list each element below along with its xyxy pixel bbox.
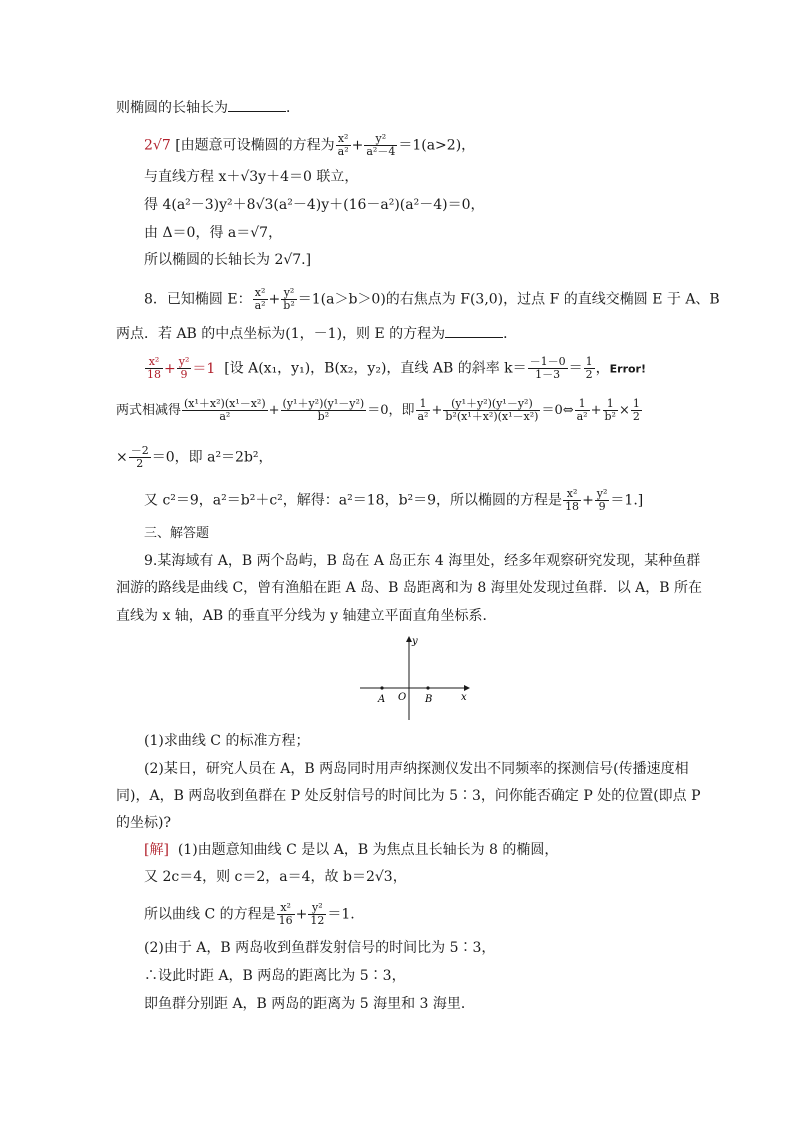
section-heading: 三、解答题: [144, 526, 210, 541]
answer-value: [144, 355, 216, 381]
denominator: 12: [310, 914, 325, 927]
denominator: 2: [632, 410, 640, 423]
sub-question-2-line-1: (2)某日，研究人员在 A，B 两岛同时用声纳探测仪发出不同频率的探测信号(传播速度相: [144, 761, 689, 777]
numerator: 1: [632, 397, 640, 410]
fraction: [177, 356, 192, 381]
solution-text: ＝1.]: [610, 492, 644, 509]
fraction: [595, 488, 610, 513]
denominator: 18: [565, 500, 580, 513]
numerator: y²: [308, 902, 326, 915]
answer-7-line-1: [144, 133, 475, 158]
denominator: a²－4: [366, 145, 396, 158]
solution-text: 所以曲线 C 的方程是: [144, 906, 276, 923]
fraction: [563, 488, 581, 513]
denominator: 16: [278, 914, 293, 927]
fraction: [603, 398, 618, 423]
numerator: x²: [145, 356, 163, 369]
fraction: [364, 133, 397, 158]
answer-8-line-1: [144, 356, 646, 381]
solution-text: (1)由题意知曲线 C 是以 A，B 为焦点且长轴长为 8 的椭圆，: [177, 842, 559, 858]
times: ×: [618, 403, 630, 418]
answer-7-line-4: 由 Δ＝0，得 a＝√7，: [144, 225, 283, 241]
answer-7-line-5: 所以椭圆的长轴长为 2√7.]: [144, 252, 312, 268]
numerator: －2: [130, 444, 149, 457]
denominator: 9: [180, 368, 188, 381]
question-text: ＝1(a＞b＞0)的右焦点为 F(3,0)，过点 F 的直线交椭圆 E 于 A、B: [297, 291, 720, 308]
fraction: [584, 356, 595, 381]
solution-text: 又 c²＝9，a²＝b²＋c²，解得：a²＝18，b²＝9，所以椭圆的方程是: [144, 492, 563, 509]
x-axis-label: x: [461, 692, 467, 703]
numerator: y²: [281, 287, 296, 300]
solution-line-2: 又 2c＝4，则 c＝2，a＝4，故 b＝2√3，: [144, 869, 407, 885]
solution-text: ＝0，即 a²＝2b²，: [151, 449, 273, 466]
point-a-label: A: [378, 694, 386, 705]
answer-blank: [228, 97, 286, 112]
answer-blank: [445, 323, 503, 338]
denominator: a²: [219, 410, 231, 423]
numerator: y²: [178, 355, 190, 368]
numerator: 1: [416, 398, 431, 411]
answer-8-line-2: 两式相减得 $\frac{\text{(x¹＋x²)(x¹－x²)}}{\text{a²}}$ + $\frac{\text{(y¹＋y²)(y¹－y²)}}{\text{b²}}$ ＝0，即 $\frac{1}{\text{a²}}$ + $\frac{\text{(y¹＋y²)(y¹－y²)}}{\text{b²(x¹＋x²)(x¹－x²)}}$ ＝0⇔ $\frac{1}{\text{a²}}$ + $\frac{1}{\text{b²}}$ × $\frac{1}{2}$: [116, 397, 640, 423]
solution-text: 两式相减得: [116, 403, 182, 418]
point-a: [380, 686, 383, 689]
question-9-line-1: 9.某海域有 A，B 两个岛屿，B 岛在 A 岛正东 4 海里处，经多年观察研究发现，某种鱼群: [144, 553, 701, 569]
fraction: [528, 356, 568, 381]
fraction: [253, 287, 268, 312]
question-8-line-1: [144, 287, 720, 312]
fraction: [336, 133, 351, 158]
solution-text: ＝1.: [327, 906, 355, 923]
plus: +: [164, 360, 176, 377]
numerator: 1: [575, 398, 590, 411]
denominator: 9: [598, 500, 606, 513]
answer-7-line-2: 与直线方程 x＋√3y＋4＝0 联立，: [144, 169, 359, 185]
solution-text: [由题意可设椭圆的方程为: [175, 137, 335, 154]
fraction: [277, 902, 295, 927]
equals: ＝: [568, 360, 583, 377]
denominator: a²: [337, 145, 349, 158]
fraction: [281, 287, 296, 312]
denominator: 1－3: [535, 368, 561, 381]
fraction: [575, 398, 590, 423]
solution-text: ＝0⇔: [541, 403, 574, 418]
error-marker: Error!: [609, 362, 647, 376]
numerator: x²: [277, 902, 295, 915]
solution-line-3: [144, 902, 355, 927]
sub-question-2-line-2: 同)，A，B 两岛收到鱼群在 P 处反射信号的时间比为 5∶3，问你能否确定 P 处的位置(即点 P: [116, 788, 701, 804]
denominator: 2: [585, 368, 593, 381]
solution-line-5: ∴设此时距 A，B 两岛的距离比为 5∶3，: [144, 968, 406, 984]
fraction: [129, 445, 151, 470]
solution-line-6: 即鱼群分别距 A，B 两岛的距离为 5 海里和 3 海里．: [144, 996, 475, 1012]
numerator: x²: [253, 287, 268, 300]
solution-text: ＝1(a>2)，: [398, 137, 476, 154]
solution-text: [设 A(x₁，y₁)，B(x₂，y₂)，直线 AB 的斜率 k＝: [224, 360, 527, 377]
numerator: x²: [336, 133, 351, 146]
question-text: 两点．若 AB 的中点坐标为(1，－1)，则 E 的方程为: [116, 326, 446, 342]
denominator: b²: [317, 410, 330, 423]
numerator: (y¹＋y²)(y¹－y²): [443, 398, 540, 411]
answer-8-line-3: [116, 445, 273, 470]
numerator: x²: [563, 488, 581, 501]
question-7-tail: [116, 97, 300, 118]
period: ．: [503, 326, 518, 342]
denominator: 18: [147, 368, 161, 381]
question-text: 则椭圆的长轴长为: [116, 100, 228, 116]
numerator: y²: [364, 133, 397, 146]
numerator: (x¹＋x²)(x¹－x²): [184, 397, 266, 410]
numerator: (y¹＋y²)(y¹－y²): [282, 397, 365, 410]
solution-line-1: [144, 840, 558, 860]
numerator: －1－0: [529, 355, 566, 368]
fraction: [308, 902, 326, 927]
denominator: a²: [576, 410, 588, 423]
plus: +: [268, 291, 281, 308]
question-text: 8．已知椭圆 E：: [144, 291, 252, 308]
fraction: [182, 398, 268, 423]
answer-value: 2√7: [144, 137, 171, 154]
question-9-line-3: 直线为 x 轴，AB 的垂直平分线为 y 轴建立平面直角坐标系．: [116, 608, 497, 624]
solution-text: ＝0，即: [367, 403, 415, 418]
numerator: 1: [585, 355, 593, 368]
denominator: b²: [283, 299, 295, 312]
origin-label: O: [398, 692, 407, 703]
period: ．: [286, 100, 300, 116]
x-axis-arrow: [464, 685, 470, 691]
question-9-line-2: 洄游的路线是曲线 C，曾有渔船在距 A 岛、B 岛距离和为 8 海里处发现过鱼群．以 A，B 所在: [116, 580, 703, 596]
plus: +: [351, 137, 364, 154]
solution-tag: [解]: [144, 842, 169, 858]
denominator: 2: [136, 457, 144, 470]
fraction: [443, 398, 540, 423]
fraction: [631, 398, 642, 423]
numerator: 1: [603, 398, 618, 411]
solution-line-4: (2)由于 A，B 两岛收到鱼群发射信号的时间比为 5∶3，: [144, 940, 496, 956]
equals: ＝1: [192, 360, 216, 377]
denominator: a²: [254, 299, 266, 312]
fraction: [145, 356, 163, 381]
y-axis-label: y: [412, 636, 418, 647]
comma: ，: [595, 360, 610, 377]
denominator: b²(x¹＋x²)(x¹－x²): [445, 410, 539, 423]
denominator: b²: [604, 410, 616, 423]
point-b-label: B: [425, 694, 433, 705]
fraction: [281, 398, 367, 423]
denominator: a²: [417, 410, 429, 423]
question-8-line-2: [116, 323, 517, 344]
coordinate-figure: [360, 634, 476, 722]
times: ×: [116, 449, 128, 466]
point-b: [426, 686, 429, 689]
sub-question-2-line-3: 的坐标)?: [116, 815, 171, 831]
fraction: [416, 398, 431, 423]
sub-question-1: (1)求曲线 C 的标准方程；: [144, 733, 310, 749]
answer-8-line-4: 又 c²＝9，a²＝b²＋c²，解得：a²＝18，b²＝9，所以椭圆的方程是 $\frac{\text{x²}}{18}$ + $\frac{\text{y²}}{9}$ ＝1.]: [144, 487, 644, 513]
numerator: y²: [596, 487, 608, 500]
answer-7-line-3: 得 4(a²－3)y²＋8√3(a²－4)y＋(16－a²)(a²－4)＝0，: [144, 197, 485, 213]
plus: +: [295, 906, 308, 923]
